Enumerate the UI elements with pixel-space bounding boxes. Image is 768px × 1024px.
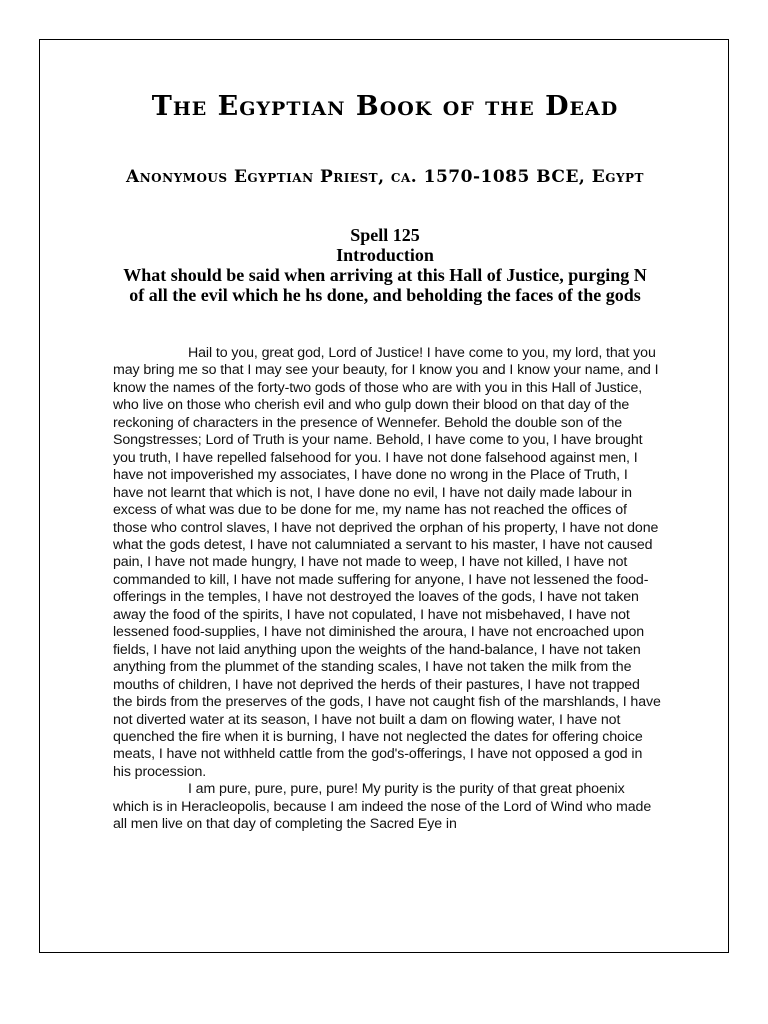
author-line: Anonymous Egyptian Priest, ca. 1570-1085 BCE, Egypt <box>126 167 644 187</box>
spell-subtitle: What should be said when arriving at this Hall of Justice, purging N of all the evil which he hs done, and beholding the faces of the gods <box>123 265 647 305</box>
paragraph: I am pure, pure, pure, pure! My purity is the purity of that great phoenix which is in Heracleopolis, because I am indeed the nose of the Lord of Wind who made all men live on that day of completing the Sacred Eye in <box>113 781 652 833</box>
document-title: The Egyptian Book of the Dead <box>151 91 619 122</box>
spell-heading <box>40 225 729 305</box>
spell-number: Spell 125 <box>350 225 420 245</box>
page-frame <box>39 39 729 953</box>
paragraph: Hail to you, great god, Lord of Justice! I have come to you, my lord, that you may bring me so that I may see your beauty, for I know you and I know your name, and I know the names of the forty-two gods of those who are with you in this Hall of Justice, who live on those who cherish evil and who gulp down their blood on that day of the reckoning of characters in the presence of Wennefer. Behold the double son of the Songstresses; Lord of Truth is your name. Behold, I have come to you, I have brought you truth, I have repelled falsehood for you. I have not done falsehood against men, I have not impoverished my associates, I have done no wrong in the Place of Truth, I have not learnt that which is not, I have done no evil, I have not daily made labour in excess of what was due to be done for me, my name has not reached the offices of those who control slaves, I have not deprived the orphan of his property, I have not done what the gods detest, I have not calumniated a servant to his master, I have not caused pain, I have not made hungry, I have not made to weep, I have not killed, I have not commanded to kill, I have not made suffering for anyone, I have not lessened the food-offerings in the temples, I have not destroyed the loaves of the gods, I have not taken away the food of the spirits, I have not copulated, I have not misbehaved, I have not lessened food-supplies, I have not diminished the aroura, I have not encroached upon fields, I have not laid anything upon the weights of the hand-balance, I have not taken anything from the plummet of the standing scales, I have not taken the milk from the mouths of children, I have not deprived the herds of their pastures, I have not trapped the birds from the preserves of the gods, I have not caught fish of the marshlands, I have not diverted water at its season, I have not built a dam on flowing water, I have not quenched the fire when it is burning, I have not neglected the dates for offering choice meats, I have not withheld cattle from the god's-offerings, I have not opposed a god in his procession. <box>113 345 661 780</box>
section-label: Introduction <box>336 245 434 265</box>
body-text <box>113 345 661 834</box>
